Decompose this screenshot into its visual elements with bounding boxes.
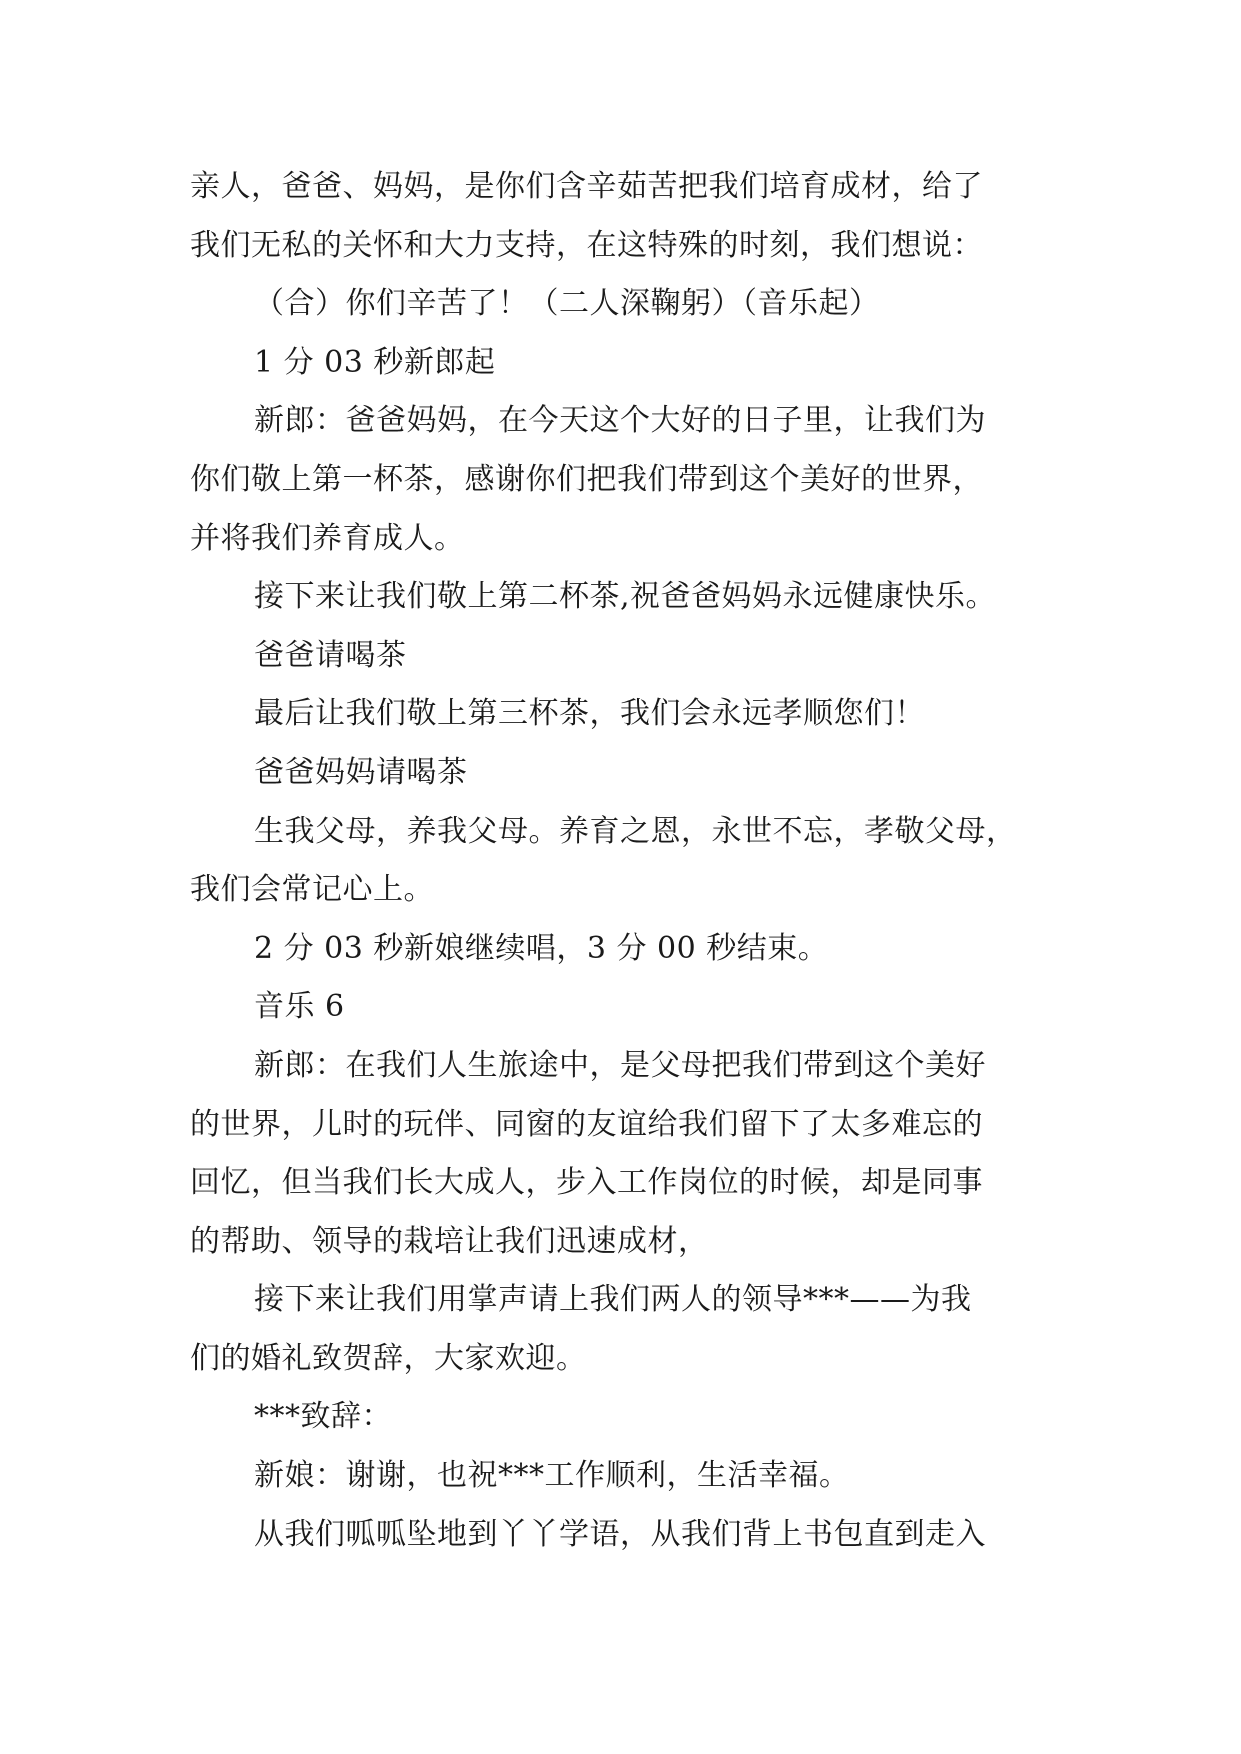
text-line: 新娘：谢谢，也祝***工作顺利，生活幸福。 [254,1458,850,1494]
text-line: 1 分 03 秒新郎起 [254,344,496,380]
text-line: （合）你们辛苦了！（二人深鞠躬）（音乐起） [254,286,880,322]
document-body [190,158,1070,1564]
text-line: 2 分 03 秒新娘继续唱，3 分 00 秒结束。 [254,930,829,966]
text-line: 并将我们养育成人。 [190,520,465,556]
text-line: 音乐 6 [254,989,345,1025]
text-line: 最后让我们敬上第三杯茶，我们会永远孝顺您们！ [254,696,925,732]
text-line: 新郎：爸爸妈妈，在今天这个大好的日子里，让我们为 [254,403,986,439]
text-line: 们的婚礼致贺辞，大家欢迎。 [190,1340,587,1376]
text-line: 爸爸请喝茶 [254,637,407,673]
text-line: 生我父母，养我父母。养育之恩，永世不忘，孝敬父母， [254,813,1017,849]
text-line: 接下来让我们敬上第二杯茶,祝爸爸妈妈永远健康快乐。 [254,579,997,615]
text-line: 我们会常记心上。 [190,872,434,908]
text-line: 的帮助、领导的栽培让我们迅速成材， [190,1223,709,1259]
text-line: 你们敬上第一杯茶，感谢你们把我们带到这个美好的世界， [190,461,983,497]
text-line: 新郎：在我们人生旅途中，是父母把我们带到这个美好 [254,1047,986,1083]
text-line: 的世界，儿时的玩伴、同窗的友谊给我们留下了太多难忘的 [190,1106,983,1142]
text-line: 回忆，但当我们长大成人，步入工作岗位的时候，却是同事 [190,1165,983,1201]
text-line: 亲人，爸爸、妈妈，是你们含辛茹苦把我们培育成材，给了 [190,169,983,204]
text-line: ***致辞： [254,1399,392,1435]
text-line: 我们无私的关怀和大力支持，在这特殊的时刻，我们想说： [190,227,983,263]
text-line: 爸爸妈妈请喝茶 [254,754,468,790]
text-line: 从我们呱呱坠地到丫丫学语，从我们背上书包直到走入 [254,1516,986,1552]
text-line: 接下来让我们用掌声请上我们两人的领导***——为我 [254,1282,972,1318]
